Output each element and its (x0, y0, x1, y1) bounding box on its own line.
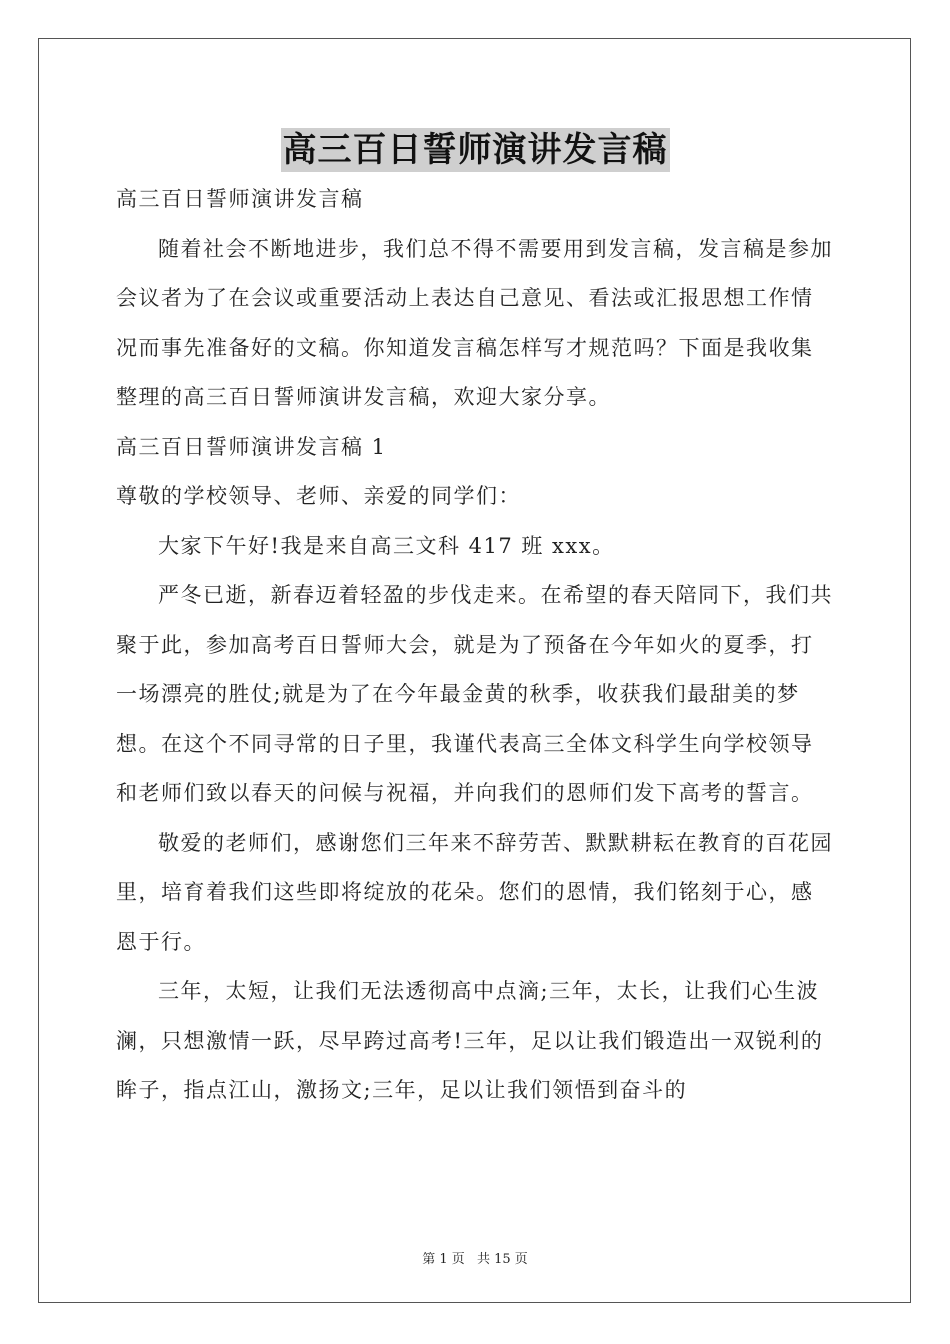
paragraph: 三年，太短，让我们无法透彻高中点滴;三年，太长，让我们心生波澜，只想激情一跃，尽早跨过高考!三年，足以让我们锻造出一双锐利的眸子，指点江山，激扬文;三年，足以让我们领悟到奋斗的 (116, 979, 824, 1102)
page-number: 第 1 页 (422, 1252, 465, 1267)
page-total: 共 15 页 (476, 1252, 528, 1267)
title-container (0, 128, 950, 172)
paragraph: 尊敬的学校领导、老师、亲爱的同学们： (116, 484, 521, 508)
paragraph: 严冬已逝，新春迈着轻盈的步伐走来。在希望的春天陪同下，我们共聚于此，参加高考百日誓师大会，就是为了预备在今年如火的夏季，打一场漂亮的胜仗;就是为了在今年最金黄的秋季，收获我们最甜美的梦想。在这个不同寻常的日子里，我谨代表高三全体文科学生向学校领导和老师们致以春天的问候与祝福，并向我们的恩师们发下高考的誓言。 (116, 583, 833, 805)
paragraph: 敬爱的老师们，感谢您们三年来不辞劳苦、默默耕耘在教育的百花园里，培育着我们这些即将绽放的花朵。您们的恩情，我们铭刻于心，感恩于行。 (116, 830, 833, 954)
paragraph: 高三百日誓师演讲发言稿 1 (116, 434, 387, 459)
document-title: 高三百日誓师演讲发言稿 (282, 130, 668, 170)
paragraph: 随着社会不断地进步，我们总不得不需要用到发言稿，发言稿是参加会议者为了在会议或重要活动上表达自己意见、看法或汇报思想工作情况而事先准备好的文稿。你知道发言稿怎样写才规范吗？下面是我收集整理的高三百日誓师演讲发言稿，欢迎大家分享。 (116, 236, 833, 409)
document-body (116, 175, 834, 1116)
paragraph: 高三百日誓师演讲发言稿 (116, 187, 364, 211)
paragraph: 大家下午好!我是来自高三文科 417 班 xxx。 (158, 533, 615, 558)
page-footer (0, 1248, 950, 1267)
